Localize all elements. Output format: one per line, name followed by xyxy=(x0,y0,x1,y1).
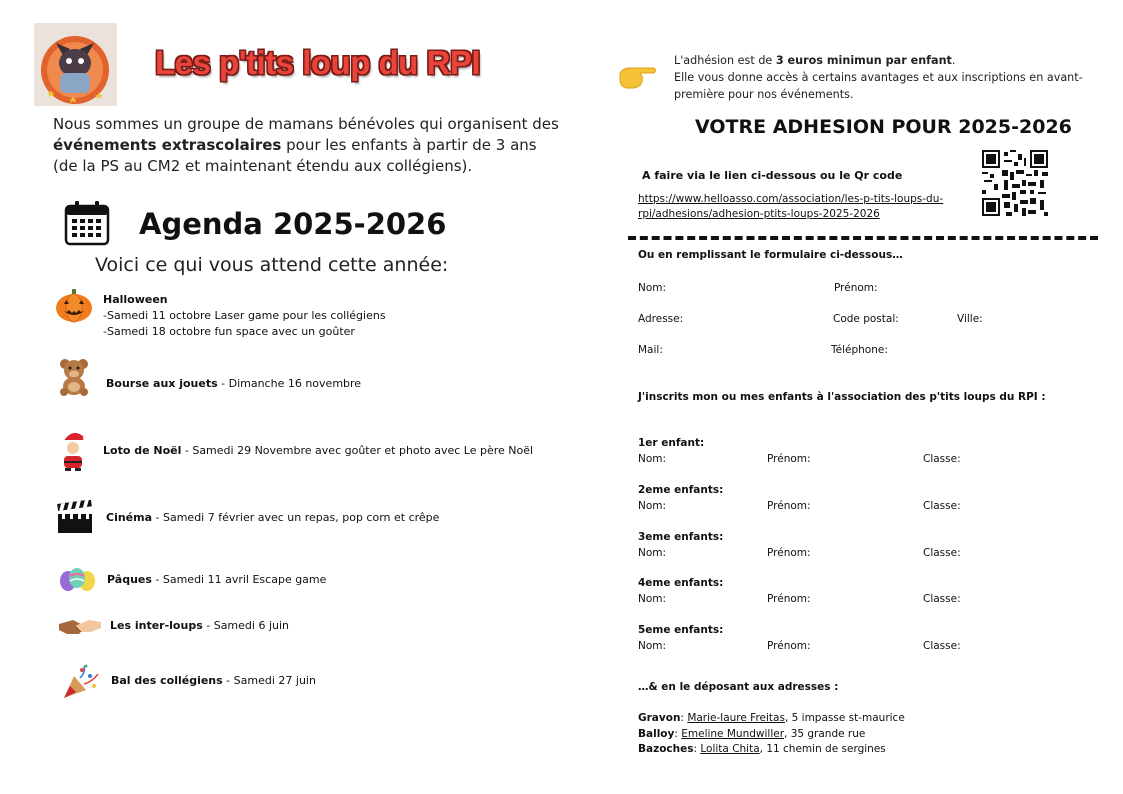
pumpkin-icon xyxy=(54,286,94,326)
child-prenom-label: Prénom: xyxy=(767,453,811,465)
event-inter-loups: Les inter-loups - Samedi 6 juin xyxy=(110,619,290,632)
child-nom-label: Nom: xyxy=(638,593,667,605)
child-heading: 5eme enfants: xyxy=(638,624,724,636)
child-prenom-label: Prénom: xyxy=(767,593,811,605)
event-bal-des-collegiens: Bal des collégiens - Samedi 27 juin xyxy=(111,674,316,687)
teddy-bear-icon xyxy=(54,356,94,396)
party-popper-icon xyxy=(60,662,102,702)
address-balloy: Balloy: Emeline Mundwiller, 35 grande rue xyxy=(638,728,866,740)
parent-prenom-label: Prénom: xyxy=(834,282,878,294)
inscription-heading: J'inscrits mon ou mes enfants à l'association des p'tits loups du RPI : xyxy=(638,391,1046,403)
child-nom-label: Nom: xyxy=(638,640,667,652)
child-nom-label: Nom: xyxy=(638,453,667,465)
child-heading: 2eme enfants: xyxy=(638,484,724,496)
event-cinema: Cinéma - Samedi 7 février avec un repas, pop corn et crêpe xyxy=(106,511,440,524)
helloasso-link[interactable]: https://www.helloasso.com/association/les-p-tits-loups-du- rpi/adhesions/adhesion-ptits-loups-2025-2026 xyxy=(638,193,944,220)
event-halloween: Halloween -Samedi 11 octobre Laser game pour les collégiens -Samedi 18 octobre fun space avec un goûter xyxy=(103,293,386,338)
child-classe-label: Classe: xyxy=(923,593,961,605)
via-link-text: A faire via le lien ci-dessous ou le Qr code xyxy=(642,169,903,182)
agenda-subtitle: Voici ce qui vous attend cette année: xyxy=(95,254,449,276)
qr-code[interactable] xyxy=(982,150,1048,216)
mail-label: Mail: xyxy=(638,344,663,356)
parent-nom-label: Nom: xyxy=(638,282,667,294)
child-nom-label: Nom: xyxy=(638,500,667,512)
adhesion-title: VOTRE ADHESION POUR 2025-2026 xyxy=(695,116,1072,138)
child-heading: 3eme enfants: xyxy=(638,531,724,543)
page-title: Les p'tits loup du RPI xyxy=(155,44,481,81)
pointing-hand-icon xyxy=(618,62,658,92)
depot-heading: …& en le déposant aux adresses : xyxy=(638,681,839,693)
event-paques: Pâques - Samedi 11 avril Escape game xyxy=(107,573,327,586)
agenda-title: Agenda 2025-2026 xyxy=(139,207,447,241)
cut-line-divider xyxy=(628,236,1098,240)
child-prenom-label: Prénom: xyxy=(767,500,811,512)
calendar-icon xyxy=(64,200,110,246)
child-heading: 4eme enfants: xyxy=(638,577,724,589)
ville-label: Ville: xyxy=(957,313,983,325)
child-classe-label: Classe: xyxy=(923,640,961,652)
santa-icon xyxy=(53,428,93,472)
child-classe-label: Classe: xyxy=(923,547,961,559)
address-gravon: Gravon: Marie-laure Freitas, 5 impasse st-maurice xyxy=(638,712,905,724)
clapperboard-icon xyxy=(56,500,94,536)
intro-text: Nous sommes un groupe de mamans bénévoles qui organisent des événements extrascolaires pour les enfants à partir de 3 ans (de la PS au CM2 et maintenant étendu aux collégiens). xyxy=(53,115,559,175)
code-postal-label: Code postal: xyxy=(833,313,899,325)
address-bazoches: Bazoches: Lolita Chita, 11 chemin de sergines xyxy=(638,743,886,755)
event-bourse-aux-jouets: Bourse aux jouets - Dimanche 16 novembre xyxy=(106,377,362,390)
form-intro: Ou en remplissant le formulaire ci-dessous… xyxy=(638,249,903,261)
child-nom-label: Nom: xyxy=(638,547,667,559)
child-prenom-label: Prénom: xyxy=(767,640,811,652)
association-logo xyxy=(34,23,117,106)
child-heading: 1er enfant: xyxy=(638,437,705,449)
handshake-icon xyxy=(57,614,103,640)
adresse-label: Adresse: xyxy=(638,313,684,325)
adhesion-info: L'adhésion est de 3 euros minimun par enfant. Elle vous donne accès à certains avantages et aux inscriptions en avant-première pour nos événements. xyxy=(674,54,1083,101)
child-prenom-label: Prénom: xyxy=(767,547,811,559)
telephone-label: Téléphone: xyxy=(831,344,888,356)
easter-eggs-icon xyxy=(58,564,98,592)
event-loto-de-noel: Loto de Noël - Samedi 29 Novembre avec goûter et photo avec Le père Noël xyxy=(103,444,534,457)
child-classe-label: Classe: xyxy=(923,500,961,512)
child-classe-label: Classe: xyxy=(923,453,961,465)
